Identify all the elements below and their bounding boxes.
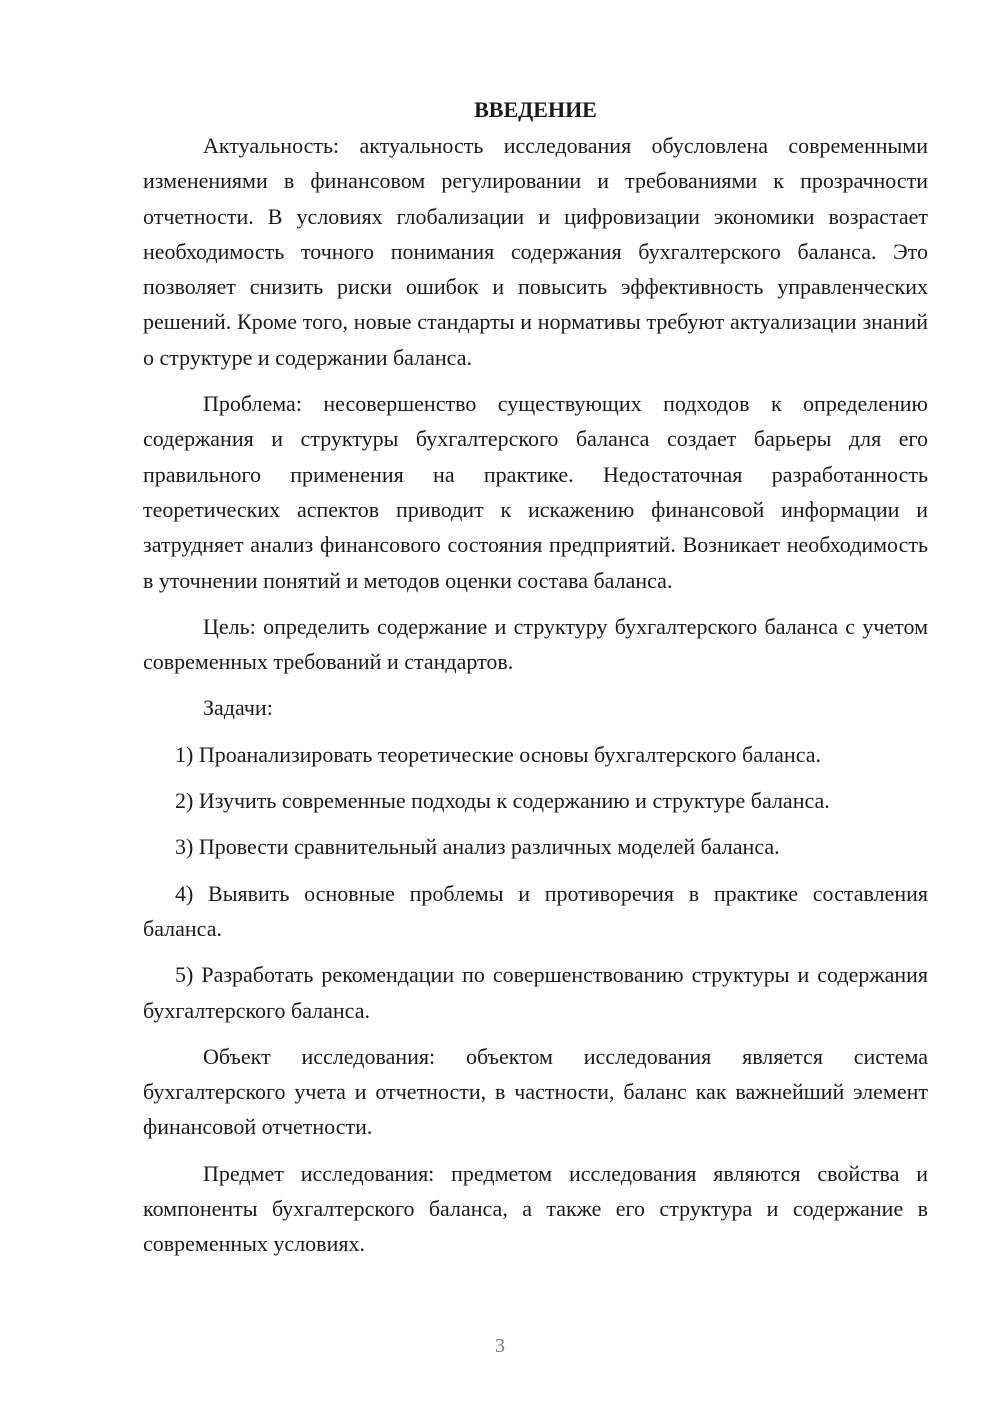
page-title: ВВЕДЕНИЕ (474, 97, 597, 122)
relevance-paragraph: Актуальность: актуальность исследования обусловлена современными изменениями в финансовом регулировании и требованиями к прозрачности отчетности. В условиях глобализации и цифровизации экономики возрастает необходимость точного понимания содержания бухгалтерского баланса. Это позволяет снизить риски ошибок и повысить эффективность управленческих решений. Кроме того, новые стандарты и нормативы требуют актуализации знаний о структуре и содержании баланса. (143, 133, 928, 370)
object-paragraph: Объект исследования: объектом исследования является система бухгалтерского учета и отчетности, в частности, баланс как важнейший элемент финансовой отчетности. (143, 1043, 928, 1140)
task-item-1: 1) Проанализировать теоретические основы бухгалтерского баланса. (175, 741, 821, 767)
task-item-4: 4) Выявить основные проблемы и противоречия в практике составления баланса. (143, 880, 928, 941)
document-page (143, 94, 928, 1262)
page-number: 3 (495, 1335, 505, 1357)
problem-paragraph: Проблема: несовершенство существующих подходов к определению содержания и структуры бухгалтерского баланса создает барьеры для его правильного применения на практике. Недостаточная разработанность теоретических аспектов приводит к искажению финансовой информации и затрудняет анализ финансового состояния предприятий. Возникает необходимость в уточнении понятий и методов оценки состава баланса. (143, 391, 928, 593)
tasks-label: Задачи: (203, 695, 273, 721)
task-item-5: 5) Разработать рекомендации по совершенствованию структуры и содержания бухгалтерского баланса. (143, 962, 928, 1023)
task-item-2: 2) Изучить современные подходы к содержанию и структуре баланса. (175, 788, 830, 814)
subject-paragraph: Предмет исследования: предметом исследования являются свойства и компоненты бухгалтерского баланса, а также его структура и содержание в современных условиях. (143, 1160, 928, 1257)
goal-paragraph: Цель: определить содержание и структуру бухгалтерского баланса с учетом современных требований и стандартов. (143, 613, 928, 675)
task-item-3: 3) Провести сравнительный анализ различных моделей баланса. (175, 834, 780, 860)
